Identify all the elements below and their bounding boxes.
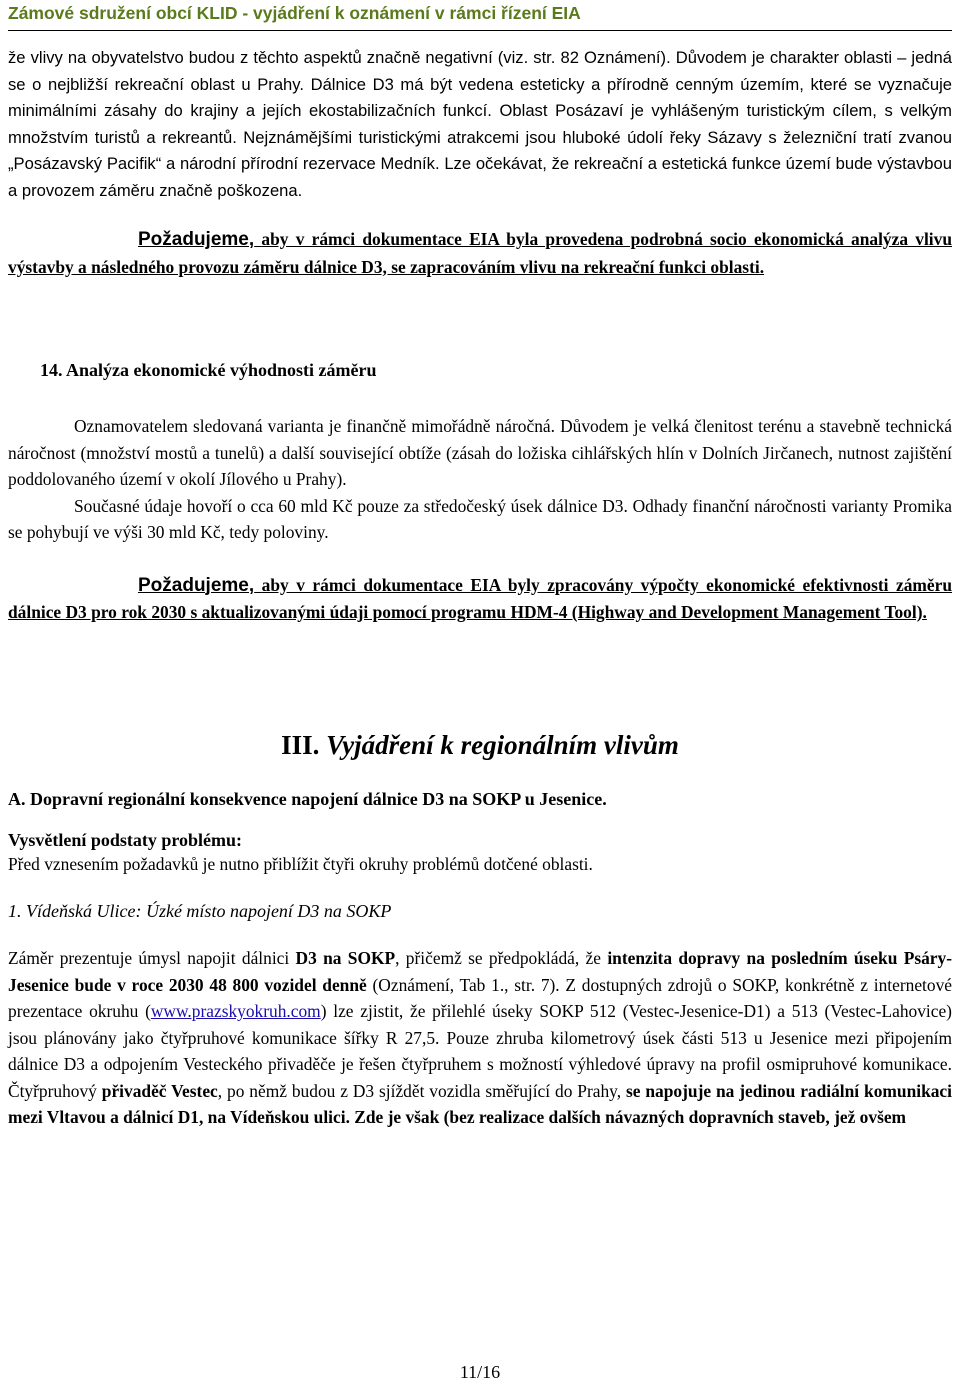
section-14-paragraph-1: Oznamovatelem sledovaná varianta je finančně mimořádně náročná. Důvodem je velká členitost terénu a stavebně technická náročnost (množství mostů a tunelů) a další související obtíže (zásah do ložiska cihlářských hlín v Dolních Jirčanech, nutnost zajištění poddolovaného území v okolí Jílového u Prahy). — [8, 416, 952, 489]
explanation-heading: Vysvětlení podstaty problému: — [8, 829, 243, 850]
section-a-heading: A. Dopravní regionální konsekvence napojení dálnice D3 na SOKP u Jesenice. — [8, 788, 607, 809]
requirement-hdm4 — [8, 572, 952, 626]
bold-run: intenzita dopravy na posledním úseku Psáry-Jesenice bude v roce 2030 48 800 vozidel denně — [8, 948, 952, 995]
page-content — [8, 38, 952, 1131]
website-link[interactable]: www.prazskyokruh.com — [150, 1001, 321, 1021]
section-14-heading: 14. Analýza ekonomické výhodnosti záměru — [40, 360, 377, 380]
text-run: , přičemž se předpokládá, že — [395, 948, 608, 968]
chapter-number: III. — [281, 729, 320, 760]
requirement-lead: Požadujeme, — [138, 574, 255, 596]
requirement-text: aby v rámci dokumentace EIA byla provedena podrobná socio ekonomická analýza vlivu výstavby a následného provozu záměru dálnice D3, se zapracováním vlivu na rekreační funkci oblasti. — [8, 229, 952, 277]
header-title: Zámové sdružení obcí KLID - vyjádření k oznámení v rámci řízení EIA — [8, 3, 581, 23]
section-14-paragraph-2: Současné údaje hovoří o cca 60 mld Kč pouze za středočeský úsek dálnice D3. Odhady finanční náročnosti varianty Promika se pohybují ve výši 30 mld Kč, tedy poloviny. — [8, 495, 952, 542]
text-run: Záměr prezentuje úmysl napojit dálnici — [8, 948, 296, 968]
chapter-heading — [8, 730, 952, 761]
document-header — [8, 0, 952, 31]
text-run: ) lze zjistit, že přilehlé úseky SOKP 512 (Vestec-Jesenice-D1) a 513 (Vestec-Lahovice) jsou plánovány jako čtyřpruhové komunikace šířky R 27,5. Pouze zhruba kilometrový úsek části 513 u Jesenice mezi připojením dálnice D3 a odpojením Vesteckého přivaděče je řešen čtyřpruhem s možností výhledové úpravy na profil osmipruhové komunikace. Čtyřpruhový — [8, 1001, 952, 1101]
page-number: 11/16 — [459, 1362, 501, 1382]
bold-run: přivaděč Vestec — [101, 1080, 218, 1101]
subsection-1-heading: 1. Vídeňská Ulice: Úzké místo napojení D3 na SOKP — [8, 901, 392, 921]
chapter-title: Vyjádření k regionálním vlivům — [326, 729, 679, 760]
paragraph-recreation-impact: že vlivy na obyvatelstvo budou z těchto aspektů značně negativní (viz. str. 82 Oznámení). Důvodem je charakter oblasti – jedná se o nejbližší rekreační oblast u Prahy. Dálnice D3 má být vedena esteticky a přírodně cenným územím, které se vyznačuje minimálními zásahy do krajiny a jejích ekostabilizačních funkcí. Oblast Posázaví je vyhlášeným turistickým cílem, s velkým množstvím turistů a rekreantů. Nejznámějšími turistickými atrakcemi jsou hluboké údolí řeky Sázavy s železniční tratí zvanou „Posázavský Pacifik“ a národní přírodní rezervace Medník. Lze očekávat, že rekreační a estetická funkce území bude výstavbou a provozem záměru značně poškozena. — [8, 48, 952, 200]
text-run: , po němž budou z D3 sjíždět vozidla směřující do Prahy, — [217, 1080, 626, 1101]
text-run: (Oznámení, Tab 1., str. 7). Z dostupných zdrojů o SOKP, konkrétně z internetové prezentace okruhu ( — [8, 974, 952, 1021]
bold-run: se napojuje na jedinou radiální komunikaci mezi Vltavou a dálnicí D1, na Vídeňskou ulici. Zde je však (bez realizace dalších návazných dopravních staveb, jež ovšem — [8, 1080, 952, 1127]
bold-run: D3 na SOKP — [295, 948, 396, 968]
explanation-text: Před vznesením požadavků je nutno přiblížit čtyři okruhy problémů dotčené oblasti. — [8, 853, 593, 874]
requirement-socio-economic — [8, 226, 952, 280]
subsection-1-paragraph — [8, 945, 952, 1131]
requirement-text: aby v rámci dokumentace EIA byly zpracovány výpočty ekonomické efektivnosti záměru dálnice D3 pro rok 2030 s aktualizovanými údaji pomocí programu HDM-4 (Highway and Development Management Tool). — [8, 574, 952, 622]
requirement-lead: Požadujeme, — [138, 229, 255, 250]
